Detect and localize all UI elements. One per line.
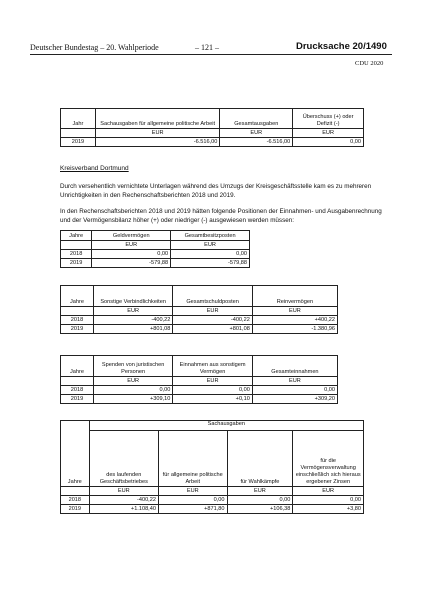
t5-r1-c2: +871,80 xyxy=(158,505,227,514)
t4-r1-c1: +309,10 xyxy=(93,395,172,404)
t1-r0-c3: 0,00 xyxy=(293,138,364,147)
t4-r0-c2: 0,00 xyxy=(173,386,252,395)
page-number: – 121 – xyxy=(195,43,219,52)
t4-u0: EUR xyxy=(93,377,172,386)
t4-r1-c2: +0,10 xyxy=(173,395,252,404)
t3-h0: Jahre xyxy=(61,286,94,307)
t3-r0-c0: 2018 xyxy=(61,316,94,325)
t4-unit-empty xyxy=(61,377,94,386)
header-sub: CDU 2020 xyxy=(355,60,384,67)
t5-r1-c0: 2019 xyxy=(61,505,90,514)
t1-unit-empty xyxy=(61,129,96,138)
header-left: Deutscher Bundestag – 20. Wahlperiode xyxy=(30,43,159,52)
table-1 xyxy=(60,108,364,147)
table-5 xyxy=(60,420,364,514)
t2-u1: EUR xyxy=(171,241,250,250)
t5-r0-c3: 0,00 xyxy=(227,496,293,505)
t1-u1: EUR xyxy=(220,129,293,138)
table-2 xyxy=(60,230,250,268)
t2-r0-c2: 0,00 xyxy=(171,250,250,259)
t3-r0-c3: +400,22 xyxy=(252,316,337,325)
document-number-prefix: Drucksache xyxy=(296,41,353,52)
t3-h1: Sonstige Verbindlichkeiten xyxy=(93,286,172,307)
t1-r0-c0: 2019 xyxy=(61,138,96,147)
t5-r0-c0: 2018 xyxy=(61,496,90,505)
t5-h3: für Wahlkämpfe xyxy=(227,431,293,487)
t3-u2: EUR xyxy=(252,307,337,316)
t3-r0-c1: -400,22 xyxy=(93,316,172,325)
t4-r0-c3: 0,00 xyxy=(252,386,337,395)
t1-h3: Überschuss (+) oder Defizit (-) xyxy=(293,109,364,129)
t5-r1-c3: +106,38 xyxy=(227,505,293,514)
t4-h0: Jahre xyxy=(61,356,94,377)
t2-r0-c1: 0,00 xyxy=(92,250,171,259)
table-3 xyxy=(60,285,338,334)
t5-r0-c1: -400,22 xyxy=(89,496,158,505)
t5-r1-c4: +3,80 xyxy=(293,505,364,514)
t5-r1-c1: +1.108,40 xyxy=(89,505,158,514)
section-title: Kreisverband Dortmund xyxy=(60,165,129,172)
t3-r1-c0: 2019 xyxy=(61,325,94,334)
t5-u0: EUR xyxy=(89,487,158,496)
t2-h2: Gesamtbesitzposten xyxy=(171,231,250,241)
t3-h2: Gesamtschuldposten xyxy=(173,286,252,307)
t1-h2: Gesamtausgaben xyxy=(220,109,293,129)
table-4 xyxy=(60,355,338,404)
t2-r1-c2: -579,88 xyxy=(171,259,250,268)
document-number-value: 20/1490 xyxy=(352,41,387,52)
t1-h0: Jahr xyxy=(61,109,96,129)
t5-h1: des laufenden Geschäftsbetriebes xyxy=(89,431,158,487)
t3-r1-c2: +801,08 xyxy=(173,325,252,334)
t1-u0: EUR xyxy=(95,129,219,138)
t4-r1-c3: +309,20 xyxy=(252,395,337,404)
t4-r0-c0: 2018 xyxy=(61,386,94,395)
t4-r1-c0: 2019 xyxy=(61,395,94,404)
t5-u2: EUR xyxy=(227,487,293,496)
t5-r0-c2: 0,00 xyxy=(158,496,227,505)
paragraph-1: Durch versehentlich vernichtete Unterlagen während des Umzugs der Kreisgeschäftsstelle kam es zu mehreren Unrichtigkeiten in den Rechenschaftsberichten 2018 und 2019. xyxy=(60,183,372,200)
t3-r0-c2: -400,22 xyxy=(173,316,252,325)
t4-r0-c1: 0,00 xyxy=(93,386,172,395)
t1-r0-c1: -6.516,00 xyxy=(95,138,219,147)
t2-r1-c1: -579,88 xyxy=(92,259,171,268)
t4-h1: Spenden von juristischen Personen xyxy=(93,356,172,377)
t2-u0: EUR xyxy=(92,241,171,250)
t2-h0: Jahre xyxy=(61,231,92,241)
t5-u3: EUR xyxy=(293,487,364,496)
t5-h4: für die Vermögensverwaltung einschließlich sich hieraus ergebener Zinsen xyxy=(293,431,364,487)
t5-unit-empty xyxy=(61,487,90,496)
t2-r0-c0: 2018 xyxy=(61,250,92,259)
t1-r0-c2: -6.516,00 xyxy=(220,138,293,147)
t4-u2: EUR xyxy=(252,377,337,386)
t5-r0-c4: 0,00 xyxy=(293,496,364,505)
header-rule xyxy=(30,54,392,55)
t3-u0: EUR xyxy=(93,307,172,316)
t4-u1: EUR xyxy=(173,377,252,386)
t3-u1: EUR xyxy=(173,307,252,316)
t3-r1-c3: -1.380,96 xyxy=(252,325,337,334)
t3-h3: Reinvermögen xyxy=(252,286,337,307)
t5-h0: Jahre xyxy=(61,421,90,487)
paragraph-2: In den Rechenschaftsberichten 2018 und 2019 hätten folgende Positionen der Einnahmen- und Ausgabenrechnung und der Vermögensbilanz höher (+) oder niedriger (-) ausgewiesen werden müssen: xyxy=(60,208,382,225)
t2-r1-c0: 2019 xyxy=(61,259,92,268)
t4-h3: Gesamteinnahmen xyxy=(252,356,337,377)
t5-group-header: Sachausgaben xyxy=(89,421,363,431)
document-number xyxy=(296,41,387,52)
t3-r1-c1: +801,08 xyxy=(93,325,172,334)
t3-unit-empty xyxy=(61,307,94,316)
t4-h2: Einnahmen aus sonstigem Vermögen xyxy=(173,356,252,377)
t5-h2: für allgemeine politische Arbeit xyxy=(158,431,227,487)
t2-unit-empty xyxy=(61,241,92,250)
t2-h1: Geldvermögen xyxy=(92,231,171,241)
t1-h1: Sachausgaben für allgemeine politische Arbeit xyxy=(95,109,219,129)
t5-u1: EUR xyxy=(158,487,227,496)
t1-u2: EUR xyxy=(293,129,364,138)
